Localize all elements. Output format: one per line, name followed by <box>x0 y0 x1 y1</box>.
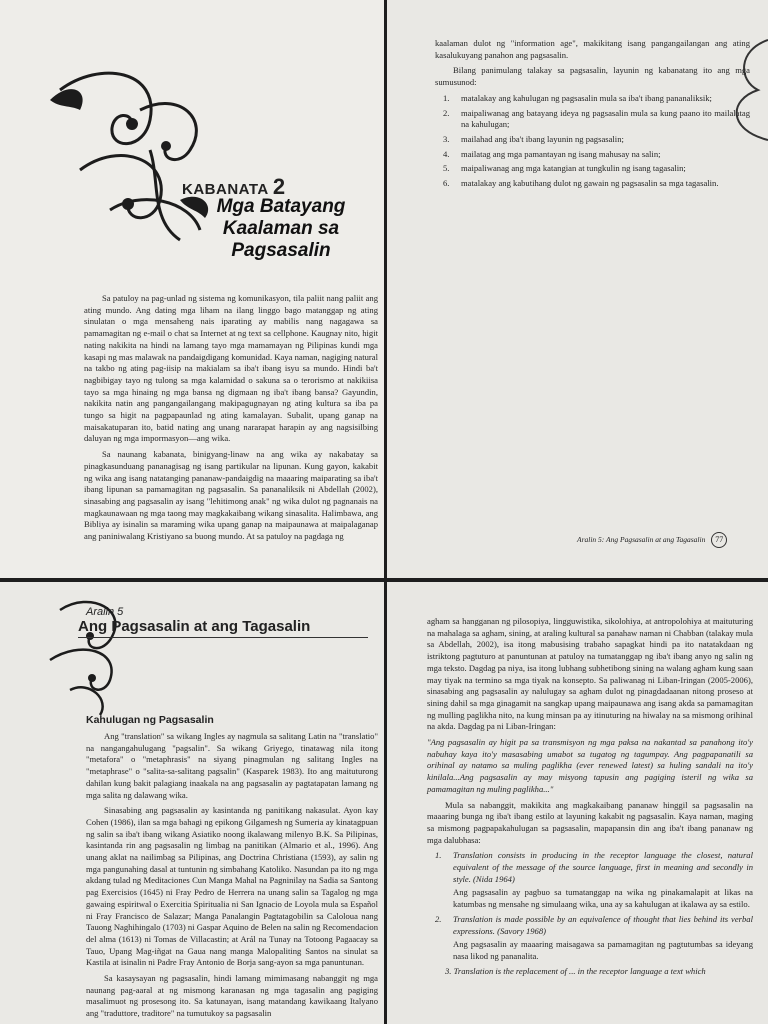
list-item: 6. matalakay ang kabutihang dulot ng gawain ng pagsasalin sa mga tagasalin. <box>443 178 719 189</box>
list-item: 4. mailatag ang mga pamantayan ng isang mahusay na salin; <box>443 148 661 159</box>
footer-text: Aralin 5: Ang Pagsasalin at ang Tagasalin <box>577 535 706 544</box>
list-item: 3. mailahad ang iba't ibang layunin ng pagsasalin; <box>443 133 624 144</box>
chapter-label: KABANATA 2 <box>182 174 286 199</box>
chapter-body <box>84 293 378 547</box>
objectives-body <box>435 38 750 193</box>
section-heading: Kahulugan ng Pagsasalin <box>86 714 214 726</box>
lead-text: Bilang panimulang talakay sa pagsasalin, layunin ng kabanatang ito ang mga sumusunod: <box>435 65 750 88</box>
lesson-label: Aralin 5 <box>86 606 124 618</box>
lesson-page <box>0 582 384 1024</box>
list-item: 2. Translation is made possible by an equivalence of thought that lies behind its verbal expressions. (Savory 1968) Ang pagsasalin ay maaaring maisagawa sa pamamagitan ng pagtutumbas sa ideyang nasa likod ng pananalita. <box>435 913 753 961</box>
page-number: 77 <box>711 532 727 548</box>
block-quote: "Ang pagsasalin ay higit pa sa transmisyon ng mga paksa na nakantad sa panahong ito'y nabuhay kaya ito'y masasabing umabot sa tugatog ng tagumpay. Ang pagpapanatili sa orihinal ay natamo sa muling paglikha (ever renewed latest) sa huling sandali na ito'y kinilala...Ang pagsasalin ay may misyong tapusin ang pagiging isteril ng wika sa pamamagitan ng muling paglikha..." <box>427 737 753 794</box>
definitions-page <box>387 582 768 1024</box>
list-item: 2. maipaliwanag ang batayang ideya ng pagsasalin mula sa kung paano ito mailalatag na kahulugan; <box>443 107 750 130</box>
trailing-text: 3. Translation is the replacement of ... in the receptor language a text which <box>445 965 706 976</box>
paragraph: Ang "translation" sa wikang Ingles ay nagmula sa salitang Latin na "translatio" na nangangahulugang "pagsalin". Sa wikang Griyego, tinatawag nila itong "metafora" o "metaphrasis" na siyang pinagmulan ng salitang Ingles na "metaphrase" o "salita-sa-salitang pagsalin" (Kasparek 1983). Ito ang maituturong dahilan kung bakit palagiang inaakala na ang pagsasalin ay pagtatapatan lamang ng mga salita ng dalawang wika. <box>86 731 378 800</box>
page-footer <box>577 532 727 548</box>
definitions-body <box>427 616 753 981</box>
paragraph: Mula sa nabanggit, makikita ang magkakaibang pananaw hinggil sa pagsasalin na maaaring bunga ng iba't ibang estilo at layuning kakabit ng pagsasalin. Kaya naman, maging sa mismong pagpapakahulugan sa pagsasalin, mapapansin din ang iba't ibang pananaw ng mga dalubhasa: <box>427 799 753 845</box>
paragraph: Sa naunang kabanata, binigyang-linaw na ang wika ay nakabatay sa pinagkasunduang pananagisag ng isang partikular na lipunan. Kung gayon, kakabit ng wika ang isang natatanging pananaw-pandaigdig na maaaring maiparating sa iba't ibang lipunan sa pamamagitan ng pagsasalin. Sa pananaliksik ni Abdellah (2002), sinasabing ang pagsasalin ay isang "lehitimong anak" ng wika dulot ng pagnanais na magkaunawaan ng mga taong may magkakaibang wikang sinasalita. Halimbawa, ang Bibliya ay isinalin sa maraming wika upang ganap na maipaunawa at maipalaganap ang paniniwalang Kristiyano sa buong mundo. At sa patuloy na pagdaga ng <box>84 449 378 542</box>
list-item: 1. Translation consists in producing in the receptor language the closest, natural equivalent of the message of the source language, first in meaning and secondly in style. (Nida 1964) Ang pagsasalin ay pagbuo sa tumatanggap na wika ng pinakamalapit at likas na katumbas ng mensahe ng simulaang wika, una ay sa kahulugan at ikalawa ay sa estilo. <box>435 850 753 910</box>
paragraph: agham sa hangganan ng pilosopiya, lingguwistika, sikolohiya, at antropolohiya at maituturing na mahalaga sa agham, sining, at araling kultural sa panahaw naman ni Chabban (talakay mula sa Abdellah, 2002), isa itong mabusising trabaho sapagkat hindi pa ito natatakdaan ng istriktong pagtuturo at panuntunan at patuloy na tumatanggap ng iba't ibang anyo ng salin ng mga teksto. Dagdag pa niya, isa itong lubhang subhetibong sining na walang agham kung saan may tiyak na termino sa mga tiyak na konsepto. Sa paliwanag ni Liban-Iringan (2005-2006), sinasabing ang pagsasalin ay nalulugay sa agham dulot ng pinagdadaanan nitong proseso at sining dahil sa mga ginagamit na sangkap upang maipaunawa ang isang akda sa pamamagitan ng mulling paglikha nito, na kung minsan pa ay itinuturing na hiwalay na sa mismong orihinal na akda. Dagdag pa ni Liban-Iringan: <box>427 616 753 732</box>
paragraph: Sa kasaysayan ng pagsasalin, hindi lamang mimimasang nabanggit ng mga naunang pag-aaral at ng mismong karanasan ng mga tagasalin ang pagiging masalimuot ng prosesong ito. Sa katunayan, isang matandang kawikaang Italyano ang "traduttore, traditore" na tumutukoy sa pagsasalin <box>86 973 378 1019</box>
objectives-page <box>387 0 768 578</box>
chapter-opening-page <box>0 0 384 578</box>
objectives-list <box>435 93 750 190</box>
chapter-title: Mga Batayang Kaalaman sa Pagsasalin <box>216 196 346 261</box>
lesson-title: Ang Pagsasalin at ang Tagasalin <box>78 618 368 638</box>
list-item: 5. maipaliwanag ang mga katangian at tungkulin ng isang tagasalin; <box>443 163 686 174</box>
paragraph: Sinasabing ang pagsasalin ay kasintanda ng panitikang nakasulat. Ayon kay Cohen (1986), ilan sa mga bahagi ng epikong Gilgamesh ng Sumeria ay kinatagpuan ng salin sa iba't ibang wikang Asiatiko noong ikalawang milenyo B.K. Sa Pilipinas, kasintanda rin ang pagsasalin ng limbag na panitikan (Almario et al., 1996). Ang unang aklat na nailimbag sa Pilipinas, ang Doctrina Christiana (1593), ay salin ng mga pangunahing dasal at tuntunin ng simbahang Katoliko. Nasundan pa ito ng mga akdang tulad ng Meditaciones Cun Manga Mahal na Pagninilay na Sadia sa Santong pag Exercisios (1645) ni Fray Pedro de Herrera na unang salin sa Tagalog ng mga gawaing espiritwal o Exercitia Spiritualia ni San Ignacio de Loyola mula sa Español ni Fray Francisco de Salazar; Manga Panalangin Pagtatagobilin sa Caloloua nang Tauong Naghihingalo (1703) ni Gaspar Aquino de Belen na salin ng Recomendacion del alma (1613) ni Tomas de Villacastin; at Arál na Tunay na Totoong Pagaacay sa Tauo, Upang Mag-iñgat na Gaua nang manga Malopaliting Santos na sinulat sa Kastila at isinalin ni Padre Fray Antonio de Borja sang-ayon sa mga panuntunan. <box>86 805 378 968</box>
intro-text: kaalaman dulot ng "information age", makikitang isang pangangailangan ang ating kasalukuyang panahon ang pagsasalin. <box>435 38 750 60</box>
definitions-list <box>427 850 753 962</box>
paragraph: Sa patuloy na pag-unlad ng sistema ng komunikasyon, tila paliit nang paliit ang ating mundo. Ang dating mga liham na ilang linggo bago matanggap ng ating sinulatan o mga mensaheng nais iparating ay mabilis nang nagagawa sa pamamagitan ng e-mail o chat sa Internet at ng text sa cellphone. Kaugnay nito, higit nating nakikita na hindi na lamang tayo mga mamamayan ng Pilipinas kundi mga kasapi ng mas malawak na pandaigdigang komunidad. Kaya naman, nagiging natural na takbo ng ating pag-iisip na makialam sa iba't ibang isyu sa mundo. Hindi ba't nagbibigay tayo ng tulong sa mga kalamidad o sakuna sa o terorismo at nakikiisa tayo sa mga hinaing ng mga bansa ng digmaan ng iba't ibang bansa? Gayundin, nakikita natin ang pangangailangang makipagugnayan ng ating kultura sa iba pa tungo sa higit na pagpapaunlad ng ating kamalayan. Subalit, upang ganap na maisakatuparan ito, batid nating ang unang nararapat harapin ay ang nagsisilbing daluyan ng mga impormasyon—ang wika. <box>84 293 378 444</box>
lesson-body <box>86 731 378 1024</box>
list-item: 1. matalakay ang kahulugan ng pagsasalin mula sa iba't ibang pananaliksik; <box>443 92 712 103</box>
